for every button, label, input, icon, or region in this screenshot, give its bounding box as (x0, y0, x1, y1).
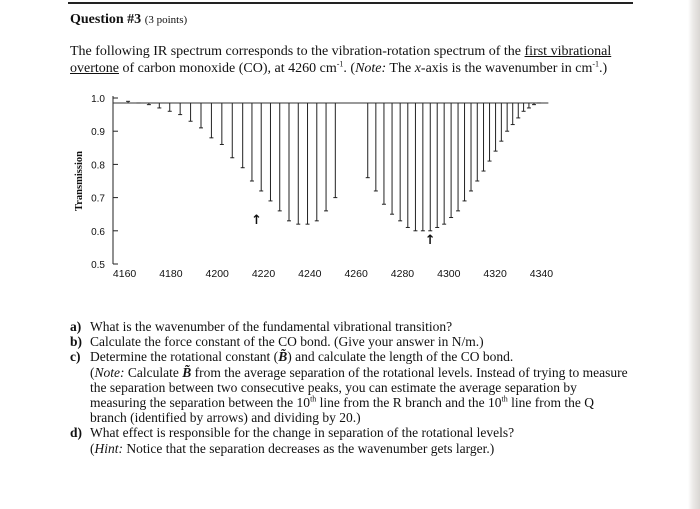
question-title: Question #3 (70, 12, 142, 27)
part-c-text-2: ) and calculate the length of the CO bond. (287, 349, 514, 365)
c-note-open: ( (90, 364, 95, 380)
question-points: (3 points) (144, 14, 188, 26)
intro-text-c: . ( (343, 61, 356, 76)
x-tick-label: 4340 (529, 268, 554, 280)
d-hint-text: Notice that the separation decreases as the wavenumber gets larger.) (123, 440, 495, 456)
intro-x-variable: x (414, 61, 421, 76)
question-intro (70, 43, 630, 77)
part-d-hint (70, 441, 630, 456)
question-parts (70, 319, 630, 456)
c-note-th-2: th (501, 394, 508, 404)
question-heading (70, 12, 187, 28)
y-tick-label: 0.7 (91, 193, 105, 205)
x-tick-label: 4180 (159, 268, 183, 280)
intro-underlined: first vibrational overtone (70, 44, 612, 76)
y-tick-label: 0.9 (91, 127, 105, 139)
page-edge-shadow (688, 0, 700, 509)
x-tick-label: 4260 (344, 268, 368, 280)
part-b-text: Calculate the force constant of the CO bond. (Give your answer in N/m.) (90, 334, 484, 350)
part-d (70, 425, 630, 440)
intro-text-b: of carbon monoxide (CO), at 4260 cm (118, 61, 337, 76)
d-hint-open: ( (90, 440, 95, 456)
intro-superscript-2: -1 (592, 59, 600, 69)
part-a-label: a) (70, 319, 82, 334)
x-tick-label: 4280 (390, 268, 415, 280)
y-axis-title: Transmission (74, 151, 85, 211)
intro-superscript: -1 (336, 59, 344, 69)
d-hint-label: Hint: (94, 440, 123, 456)
x-tick-label: 4300 (437, 268, 461, 280)
intro-note-label: Note: (355, 61, 387, 76)
line-marker-arrow: ↑ (424, 233, 436, 249)
c-note-text-3: from the average separation of the rotational levels. Instead of trying to measure the separation between two consecutive peaks, you can estimate the average separation by measuring the separation between the 10 (90, 364, 628, 411)
c-note-th-1: th (310, 394, 317, 404)
y-tick-label: 0.8 (91, 160, 105, 172)
part-d-label: d) (70, 425, 83, 441)
c-note-symbol: B̃ (182, 364, 192, 380)
x-tick-label: 4220 (251, 268, 276, 280)
y-tick-label: 0.5 (91, 260, 105, 271)
part-c (70, 349, 630, 364)
c-note-label: Note: (94, 364, 125, 380)
top-rule (68, 2, 633, 4)
intro-text-d: The (386, 61, 415, 76)
intro-text-f: .) (599, 61, 608, 76)
intro-text-e: -axis is the wavenumber in cm (420, 61, 593, 76)
intro-text-a: The following IR spectrum corresponds to the vibration-rotation spectrum of the (70, 44, 525, 59)
c-note-text-2: Calculate (124, 364, 183, 380)
y-tick-label: 0.6 (91, 226, 105, 238)
part-a-text: What is the wavenumber of the fundamental vibrational transition? (90, 319, 453, 334)
part-c-note (70, 365, 630, 426)
part-c-text-1: Determine the rotational constant ( (90, 349, 279, 365)
part-c-label: c) (70, 349, 81, 365)
y-tick-label: 1.0 (91, 94, 105, 105)
x-tick-label: 4160 (112, 268, 137, 280)
part-a (70, 319, 630, 334)
part-d-text: What effect is responsible for the change in separation of the rotational levels? (90, 425, 515, 441)
c-note-text-4: line from the R branch and the 10 (316, 395, 502, 411)
x-tick-label: 4320 (483, 268, 507, 280)
part-b-label: b) (70, 334, 83, 350)
c-note-text-5: line from the Q branch (identified by arrows) and dividing by 20.) (90, 395, 594, 426)
part-c-symbol: B̃ (278, 349, 288, 365)
part-b (70, 334, 630, 349)
x-tick-label: 4200 (205, 268, 229, 280)
line-marker-arrow: ↑ (251, 213, 263, 229)
x-tick-label: 4240 (298, 268, 322, 280)
ir-spectrum-chart (68, 88, 573, 288)
